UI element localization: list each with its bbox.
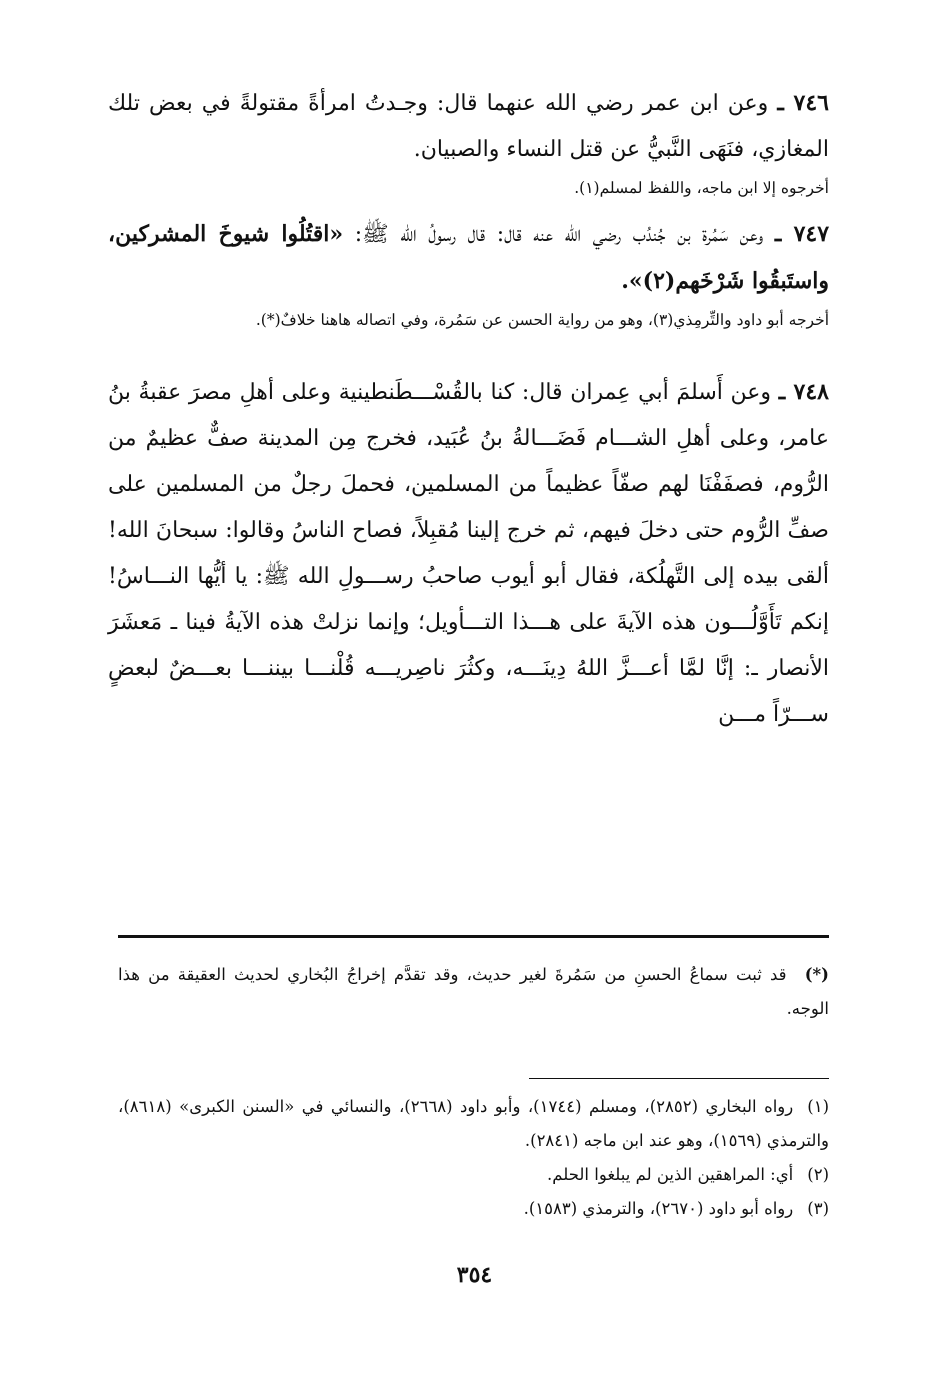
footnote-text: رواه البخاري (٢٨٥٢)، ومسلم (١٧٤٤)، وأبو داود (٢٦٦٨)، والنسائي في «السنن الكبرى» (٨٦١٨)، والترمذي (١٥٦٩)، وهو عند ابن ماجه (٢٨٤١). xyxy=(118,1097,829,1150)
footnote-item xyxy=(118,1158,829,1192)
hadith-number: ٧٤٧ ـ xyxy=(774,221,830,247)
hadith-number: ٧٤٨ ـ xyxy=(778,379,829,405)
footnote-text: رواه أبو داود (٢٦٧٠)، والترمذي (١٥٨٣). xyxy=(523,1199,794,1218)
hadith-747 xyxy=(108,211,829,305)
footnote-number: (٣) xyxy=(807,1199,829,1218)
hadith-text: وعن أَسلمَ أبي عِمران قال: كنا بالقُسْـــطَنطينية وعلى أهلِ مصرَ عقبةُ بنُ عامر، وعلى أهلِ الشـــام فَضَـــالةُ بنُ عُبَيد، فخرج مِن المدينة صفٌّ عظيمٌ من الرُّوم، فصفَفْنَا لهم صفّاً عظيماً من المسلمين، فحملَ رجلٌ من المسلمين على صفِّ الرُّوم حتى دخلَ فيهم، ثم خرج إلينا مُقبِلاً، فصاح الناسُ وقالوا: سبحانَ الله! ألقى بيده إلى التَّهلُكة، فقال أبو أيوب صاحبُ رســـولِ الله ﷺ: يا أيُّها النـــاسُ! إنكم تَأَوَّلُـــون هذه الآيةَ على هـــذا التـــأويل؛ وإنما نزلتْ هذه الآيةُ فينا ـ مَعشَرَ الأنصار ـ: إنَّا لمَّا أعـــزَّ اللهُ دِينَـــه، وكثُرَ ناصِريـــه قُلْنـــا بيننـــا بعـــضٌ لبعضٍ ســـرّاً مـــن xyxy=(108,380,829,727)
footnote-text: أي: المراهقين الذين لم يبلغوا الحلم. xyxy=(547,1165,794,1184)
hadith-text-quote: «اقتُلُوا شيوخَ المشركين، واستَبقُوا شَرْخَهم(٢)». xyxy=(108,221,829,294)
hadith-text-intro: وعن سَمُرة بن جُندُب رضي الله عنه قال: قال رسولُ الله ﷺ: xyxy=(343,222,764,247)
hadith-747-source: أخرجه أبو داود والتِّرمِذي(٣)، وهو من رواية الحسن عن سَمُرة، وفي اتصاله هاهنا خلافٌ(*). xyxy=(255,311,829,329)
footnote-item xyxy=(118,1090,829,1158)
hadith-746-source: أخرجوه إلا ابن ماجه، واللفظ لمسلم(١). xyxy=(574,179,829,197)
main-text-block xyxy=(108,80,829,738)
hadith-748 xyxy=(108,369,829,738)
footnote-number: (١) xyxy=(807,1097,829,1116)
footnote-short-divider xyxy=(529,1078,829,1079)
hadith-text: وعن ابن عمر رضي الله عنهما قال: وجـدتُ امرأةً مقتولةً في بعض تلك المغازي، فنَهَى النَّبيُّ عن قتل النساء والصبيان. xyxy=(108,91,829,162)
footnotes xyxy=(118,1090,829,1226)
note-mark: (*) xyxy=(804,965,829,984)
footnote-divider xyxy=(118,935,829,938)
page-number: ٣٥٤ xyxy=(456,1262,493,1288)
hadith-746 xyxy=(108,80,829,173)
hadith-number: ٧٤٦ ـ xyxy=(777,90,829,116)
note-text: قد ثبت سماعُ الحسنِ من سَمُرةَ لغير حديث، وقد تقدَّم إخراجُ البُخاري لحديث العقيقة من هذا الوجه. xyxy=(118,965,829,1018)
editor-note xyxy=(118,958,829,1026)
footnote-number: (٢) xyxy=(807,1165,829,1184)
footnote-item xyxy=(118,1192,829,1226)
